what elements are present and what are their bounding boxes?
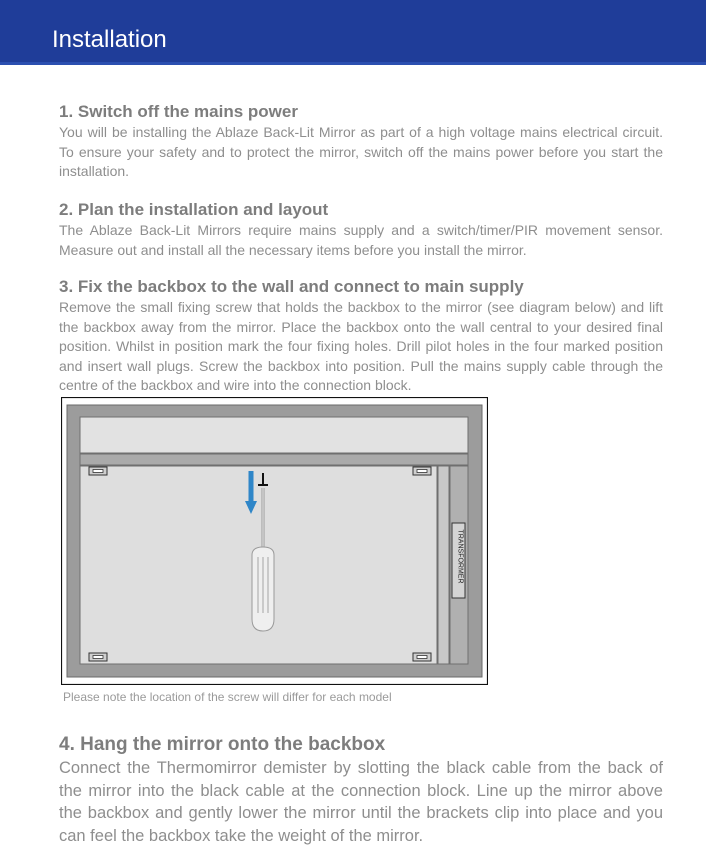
- page-title: Installation: [52, 26, 167, 53]
- page-header: [0, 0, 706, 65]
- section-body: Connect the Thermomirror demister by slotting the black cable from the back of the mirror into the black cable at the connection block. Line up the mirror above the backbox and gently lower the mirror until the brackets clip into place and you can feel the backbox take the weight of the mirror.: [59, 759, 663, 845]
- section-body: The Ablaze Back-Lit Mirrors require mains supply and a switch/timer/PIR movement sensor. Measure out and install all the necessary items before you install the mirror.: [59, 222, 663, 258]
- section-heading: 1. Switch off the mains power: [59, 102, 298, 121]
- section-switch-off-power: [59, 101, 663, 182]
- fixing-hole-icon: [413, 467, 431, 475]
- diagram-caption: Please note the location of the screw will differ for each model: [63, 690, 392, 704]
- side-rail: [438, 466, 449, 664]
- section-fix-backbox: [59, 276, 663, 396]
- section-body: Remove the small fixing screw that holds the backbox to the mirror (see diagram below) and lift the backbox away from the mirror. Place the backbox onto the wall central to your desired final position. Whilst in position mark the four fixing holes. Drill pilot holes in the four marked position and insert wall plugs. Screw the backbox into position. Pull the mains supply cable through the centre of the backbox and wire into the connection block.: [59, 299, 663, 393]
- section-plan-installation: [59, 199, 663, 260]
- fixing-hole-icon: [413, 653, 431, 661]
- section-body: You will be installing the Ablaze Back-Lit Mirror as part of a high voltage mains electrical circuit. To ensure your safety and to protect the mirror, switch off the mains power before you start the installation.: [59, 124, 663, 179]
- backbox-diagram: [61, 397, 488, 685]
- fixing-hole-icon: [89, 467, 107, 475]
- transformer-label: TRANSFORMER: [456, 529, 464, 584]
- top-rail: [80, 454, 468, 465]
- section-heading: 4. Hang the mirror onto the backbox: [59, 734, 386, 755]
- section-heading: 2. Plan the installation and layout: [59, 200, 329, 219]
- fixing-hole-icon: [89, 653, 107, 661]
- section-hang-mirror: [59, 733, 663, 847]
- section-heading: 3. Fix the backbox to the wall and connect to main supply: [59, 277, 524, 296]
- top-panel: [80, 417, 468, 453]
